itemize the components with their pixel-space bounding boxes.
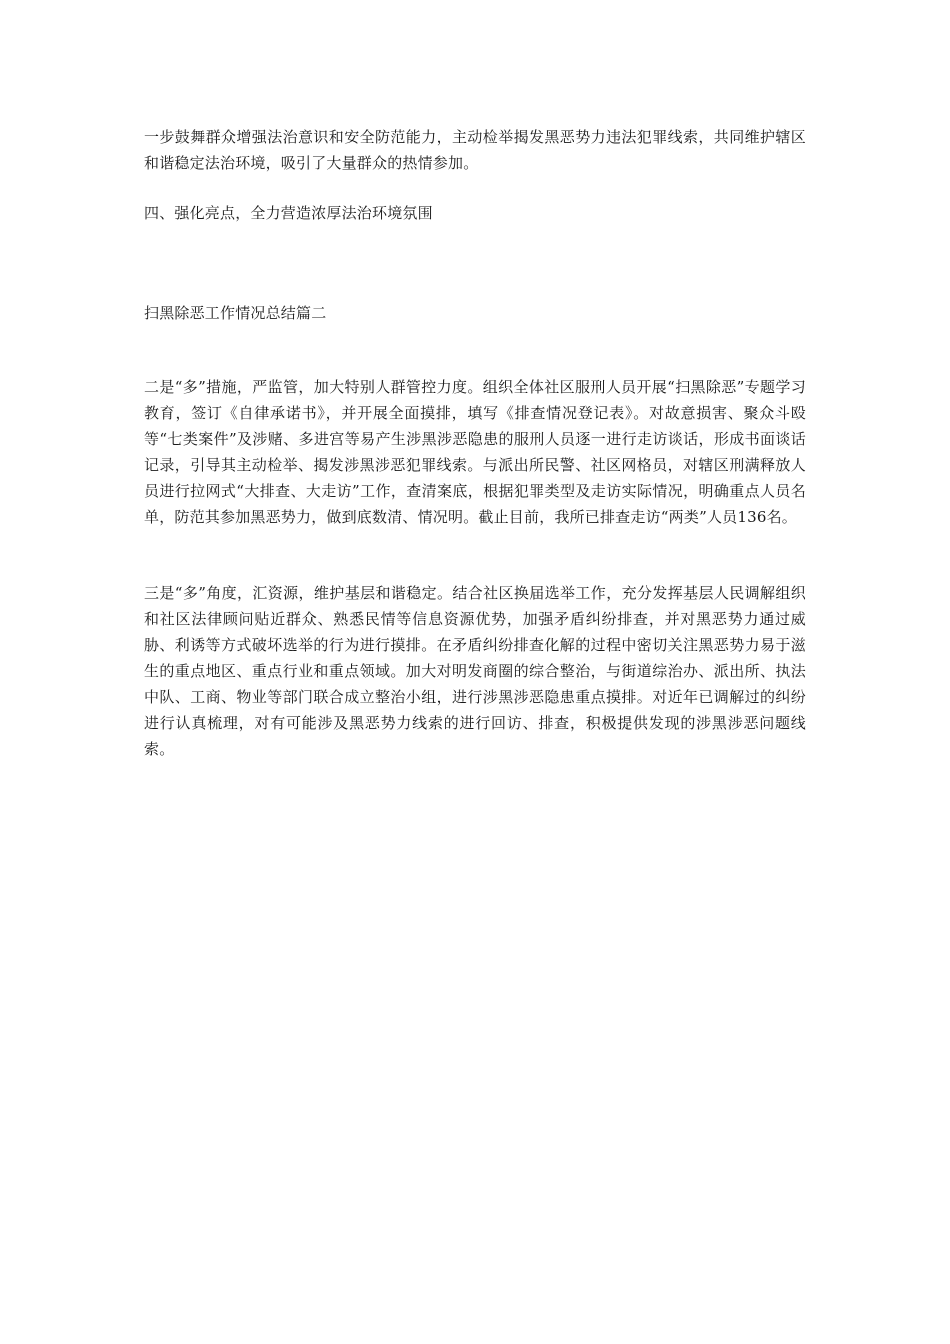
paragraph-continuation: 一步鼓舞群众增强法治意识和安全防范能力，主动检举揭发黑恶势力违法犯罪线索，共同维护辖区和谐稳定法治环境，吸引了大量群众的热情参加。	[144, 128, 806, 172]
section-heading: 四、强化亮点，全力营造浓厚法治环境氛围	[144, 204, 433, 222]
article-title: 扫黑除恶工作情况总结篇二	[144, 304, 327, 322]
paragraph-measures: 二是“多”措施，严监管，加大特别人群管控力度。组织全体社区服刑人员开展“扫黑除恶”专题学习教育，签订《自律承诺书》，并开展全面摸排，填写《排查情况登记表》。对故意损害、聚众斗殴等“七类案件”及涉赌、多进宫等易产生涉黑涉恶隐患的服刑人员逐一进行走访谈话，形成书面谈话记录，引导其主动检举、揭发涉黑涉恶犯罪线索。与派出所民警、社区网格员，对辖区刑满释放人员进行拉网式“大排查、大走访”工作，查清案底，根据犯罪类型及走访实际情况，明确重点人员名单，防范其参加黑恶势力，做到底数清、情况明。截止目前，我所已排查走访“两类”人员136名。	[144, 378, 806, 526]
paragraph-resources: 三是“多”角度，汇资源，维护基层和谐稳定。结合社区换届选举工作，充分发挥基层人民调解组织和社区法律顾问贴近群众、熟悉民情等信息资源优势，加强矛盾纠纷排查，并对黑恶势力通过威胁、利诱等方式破坏选举的行为进行摸排。在矛盾纠纷排查化解的过程中密切关注黑恶势力易于滋生的重点地区、重点行业和重点领域。加大对明发商圈的综合整治，与街道综治办、派出所、执法中队、工商、物业等部门联合成立整治小组，进行涉黑涉恶隐患重点摸排。对近年已调解过的纠纷进行认真梳理，对有可能涉及黑恶势力线索的进行回访、排查，积极提供发现的涉黑涉恶问题线索。	[144, 584, 806, 758]
